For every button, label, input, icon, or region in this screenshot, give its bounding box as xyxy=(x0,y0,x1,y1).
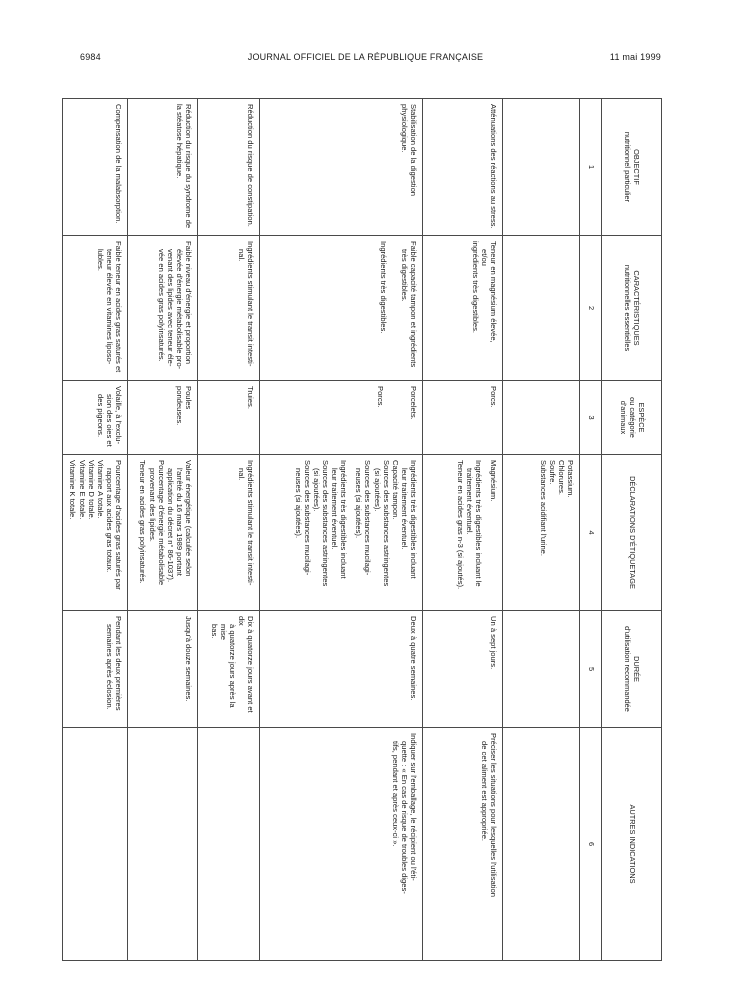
cell-species xyxy=(260,381,423,455)
cell-line: provenant des lipides. xyxy=(147,468,157,542)
cell-line: Capacité tampon. xyxy=(390,460,400,520)
col-title: ESPÈCE xyxy=(636,402,646,433)
col-title: OBJECTIF xyxy=(632,149,642,185)
cell-declarations xyxy=(423,455,503,611)
cell-line: quette : « En cas de risque de troubles diges- xyxy=(399,741,409,894)
col-header-objective xyxy=(602,99,662,236)
cell-line: élevée d'énergie métabolisable pro- xyxy=(174,249,184,370)
cell-line: Volaille, à l'exclu- xyxy=(114,386,123,445)
col-number: 5 xyxy=(580,611,602,728)
cell-line: Sources des substances astringentes xyxy=(381,460,391,587)
cell-line: Valeur énergétique (calculée selon xyxy=(184,460,193,577)
cell-line: Ingrédients stimulant le transit intesti- xyxy=(246,241,255,367)
cell-line: Teneur en acides gras n-3 (si ajoutés). xyxy=(455,460,465,590)
cell-line: teneur élevée en vitamines liposo- xyxy=(104,249,114,365)
column-number-row xyxy=(580,99,602,961)
cell-line: Un à sept jours. xyxy=(489,616,498,670)
cell-objective xyxy=(423,99,503,236)
cell-other xyxy=(503,728,580,961)
cell-line xyxy=(403,386,409,449)
cell-line: Réduction du risque de constipation. xyxy=(246,104,255,227)
cell-line: Porcs. xyxy=(375,386,385,408)
cell-line: l'arrêté du 16 mars 1989 portant xyxy=(174,468,184,576)
table-row xyxy=(503,99,580,961)
cell-line: Magnésium. xyxy=(489,460,498,502)
cell-line: Teneur en acides gras polyinsaturés. xyxy=(138,460,148,584)
col-header-characteristics xyxy=(602,236,662,381)
cell-line: Vitamine K totale. xyxy=(68,460,78,520)
cell-characteristics xyxy=(423,236,503,381)
cell-species xyxy=(128,381,198,455)
cell-line: Faible teneur en acides gras saturés et xyxy=(114,241,123,373)
page-number: 6984 xyxy=(80,52,101,62)
cell-line: Vitamine D totale. xyxy=(86,460,96,520)
cell-duration xyxy=(503,611,580,728)
cell-species xyxy=(503,381,580,455)
cell-species xyxy=(423,381,503,455)
cell-other xyxy=(128,728,198,961)
cell-characteristics xyxy=(128,236,198,381)
cell-line xyxy=(388,241,394,375)
cell-line: neuses (si ajoutées). xyxy=(293,468,303,539)
cell-line: nal. xyxy=(236,468,246,481)
cell-line: Réduction du risque du syndrome de la stéatose hépatique. xyxy=(174,104,193,229)
cell-objective xyxy=(63,99,128,236)
cell-line: Faible capacité tampon et ingrédients xyxy=(409,241,418,368)
cell-line: et/ou xyxy=(479,249,489,266)
cell-duration xyxy=(260,611,423,728)
cell-duration xyxy=(198,611,260,728)
col-subtitle: d'utilisation recommandée xyxy=(623,626,633,712)
cell-line: Potassium. xyxy=(566,460,575,498)
rotated-table-frame xyxy=(68,98,662,960)
cell-other xyxy=(198,728,260,961)
cell-duration xyxy=(63,611,128,728)
cell-line: (si ajoutées). xyxy=(311,468,321,512)
cell-line: Porcelets. xyxy=(409,386,418,420)
cell-line: tifs, pendant et après ceux-ci ». xyxy=(390,741,400,847)
cell-declarations xyxy=(63,455,128,611)
cell-other xyxy=(260,728,423,961)
cell-characteristics xyxy=(63,236,128,381)
col-title: AUTRES INDICATIONS xyxy=(627,804,637,884)
cell-line xyxy=(394,241,400,375)
cell-other xyxy=(63,728,128,961)
cell-line: Jusqu'à douze semaines. xyxy=(184,616,193,702)
cell-line: Indiquer sur l'emballage, le récipient ou l'éti- xyxy=(409,733,418,881)
cell-line: Ingrédients stimulant le transit intesti- xyxy=(246,460,255,586)
nutrition-table xyxy=(62,98,662,961)
cell-line: Ingrédients très digestibles incluant xyxy=(339,460,349,579)
cell-line: bas. xyxy=(209,624,219,639)
cell-species xyxy=(198,381,260,455)
journal-title: JOURNAL OFFICIEL DE LA RÉPUBLIQUE FRANÇAISE xyxy=(247,52,484,62)
table-row xyxy=(423,99,503,961)
cell-line: Pourcentage d'énergie métabolisable xyxy=(156,460,166,586)
cell-line: Truies. xyxy=(246,386,255,409)
cell-line: application du décret n° 86-1037). xyxy=(165,468,175,583)
col-header-duration xyxy=(602,611,662,728)
cell-line: des pigeons. xyxy=(95,394,105,438)
col-subtitle: ou catégorie d'animaux xyxy=(619,397,637,438)
col-number: 2 xyxy=(580,236,602,381)
cell-line: Poules pondeuses. xyxy=(174,386,193,426)
cell-characteristics xyxy=(260,236,423,381)
cell-line: Sources des substances mucilagi- xyxy=(363,460,373,576)
cell-line: Soufre. xyxy=(547,460,557,485)
table-row xyxy=(260,99,423,961)
cell-line xyxy=(483,460,489,605)
cell-line: (si ajoutées). xyxy=(372,468,382,512)
cell-line: Préciser les situations pour lesquelles l'utilisation xyxy=(489,733,498,897)
cell-line: Ingrédients très digestibles incluant xyxy=(409,460,418,579)
cell-line: à quatorze jours après la mise xyxy=(218,624,237,708)
table-rotator xyxy=(68,98,662,960)
issue-date: 11 mai 1999 xyxy=(609,52,661,62)
cell-line: Pendant les deux premières xyxy=(114,616,123,711)
cell-line xyxy=(385,386,391,449)
cell-line: Vitamine A totale. xyxy=(95,460,105,519)
cell-declarations xyxy=(503,455,580,611)
col-number: 1 xyxy=(580,99,602,236)
cell-line: Dix à quatorze jours avant et dix xyxy=(236,616,255,713)
cell-line: leur traitement éventuel. xyxy=(399,468,409,550)
cell-species xyxy=(63,381,128,455)
cell-line: neuses (si ajoutées). xyxy=(354,468,364,539)
table-body xyxy=(63,99,580,961)
cell-declarations xyxy=(198,455,260,611)
cell-line: Ingrédients très digestibles incluant le xyxy=(473,460,483,587)
cell-line: Atténuations des réactions au stress. xyxy=(489,104,498,229)
col-number: 6 xyxy=(580,728,602,961)
cell-line: semaines après éclosion. xyxy=(104,624,114,710)
cell-line xyxy=(391,386,397,449)
cell-line: très digestibles. xyxy=(399,249,409,302)
cell-declarations xyxy=(128,455,198,611)
col-title: DURÉE xyxy=(632,656,642,682)
col-number: 4 xyxy=(580,455,602,611)
cell-line xyxy=(397,386,403,449)
cell-line: Deux à quatre semaines. xyxy=(409,616,418,701)
cell-line: Substances acidifiant l'urine. xyxy=(538,460,548,557)
cell-other xyxy=(423,728,503,961)
cell-line: Vitamine E totale. xyxy=(77,460,87,520)
cell-objective xyxy=(260,99,423,236)
col-subtitle: nutritionnelles essentielles xyxy=(623,264,633,352)
col-number: 3 xyxy=(580,381,602,455)
cell-line: venant des lipides avec teneur éle- xyxy=(165,249,175,367)
cell-line: Compensation de la malabsorption. xyxy=(114,104,123,224)
header-row xyxy=(602,99,662,961)
table-row xyxy=(128,99,198,961)
cell-line: leur traitement éventuel. xyxy=(330,468,340,550)
cell-line: sion des oies et xyxy=(104,394,114,447)
col-header-species xyxy=(602,381,662,455)
cell-line: Porcs. xyxy=(489,386,498,408)
cell-line: Sources des substances mucilagi- xyxy=(302,460,312,576)
cell-line: Stabilisation de la digestion physiologique. xyxy=(399,104,418,197)
cell-line: vée en acides gras polyinsaturés. xyxy=(156,249,166,362)
cell-objective xyxy=(128,99,198,236)
cell-line: lubles. xyxy=(95,249,105,271)
cell-line: Chlorures. xyxy=(556,460,566,496)
col-title: DÉCLARATIONS D'ÉTIQUETAGE xyxy=(627,476,637,589)
col-header-declarations xyxy=(602,455,662,611)
cell-characteristics xyxy=(503,236,580,381)
table-row xyxy=(198,99,260,961)
cell-duration xyxy=(423,611,503,728)
cell-line: Ingrédients très digestibles. xyxy=(378,241,388,334)
cell-line: traitement éventuel. xyxy=(464,468,474,535)
cell-line: rapport aux acides gras totaux. xyxy=(104,468,114,573)
cell-declarations xyxy=(260,455,423,611)
cell-characteristics xyxy=(198,236,260,381)
cell-line: Faible niveau d'énergie et proportion xyxy=(184,241,193,365)
col-header-other xyxy=(602,728,662,961)
table-row xyxy=(63,99,128,961)
cell-line: Sources des substances astringentes xyxy=(321,460,331,587)
cell-line: ingrédients très digestibles. xyxy=(470,241,480,334)
cell-objective xyxy=(198,99,260,236)
cell-line: nal. xyxy=(236,249,246,262)
col-subtitle: nutritionnel particulier xyxy=(623,131,633,203)
cell-line: de cet aliment est appropriée. xyxy=(479,741,489,842)
cell-objective xyxy=(503,99,580,236)
cell-line: Pourcentage d'acides gras saturés par xyxy=(114,460,123,590)
cell-duration xyxy=(128,611,198,728)
cell-line: Teneur en magnésium élevée, xyxy=(489,241,498,343)
col-title: CARACTÉRISTIQUES xyxy=(632,270,642,346)
